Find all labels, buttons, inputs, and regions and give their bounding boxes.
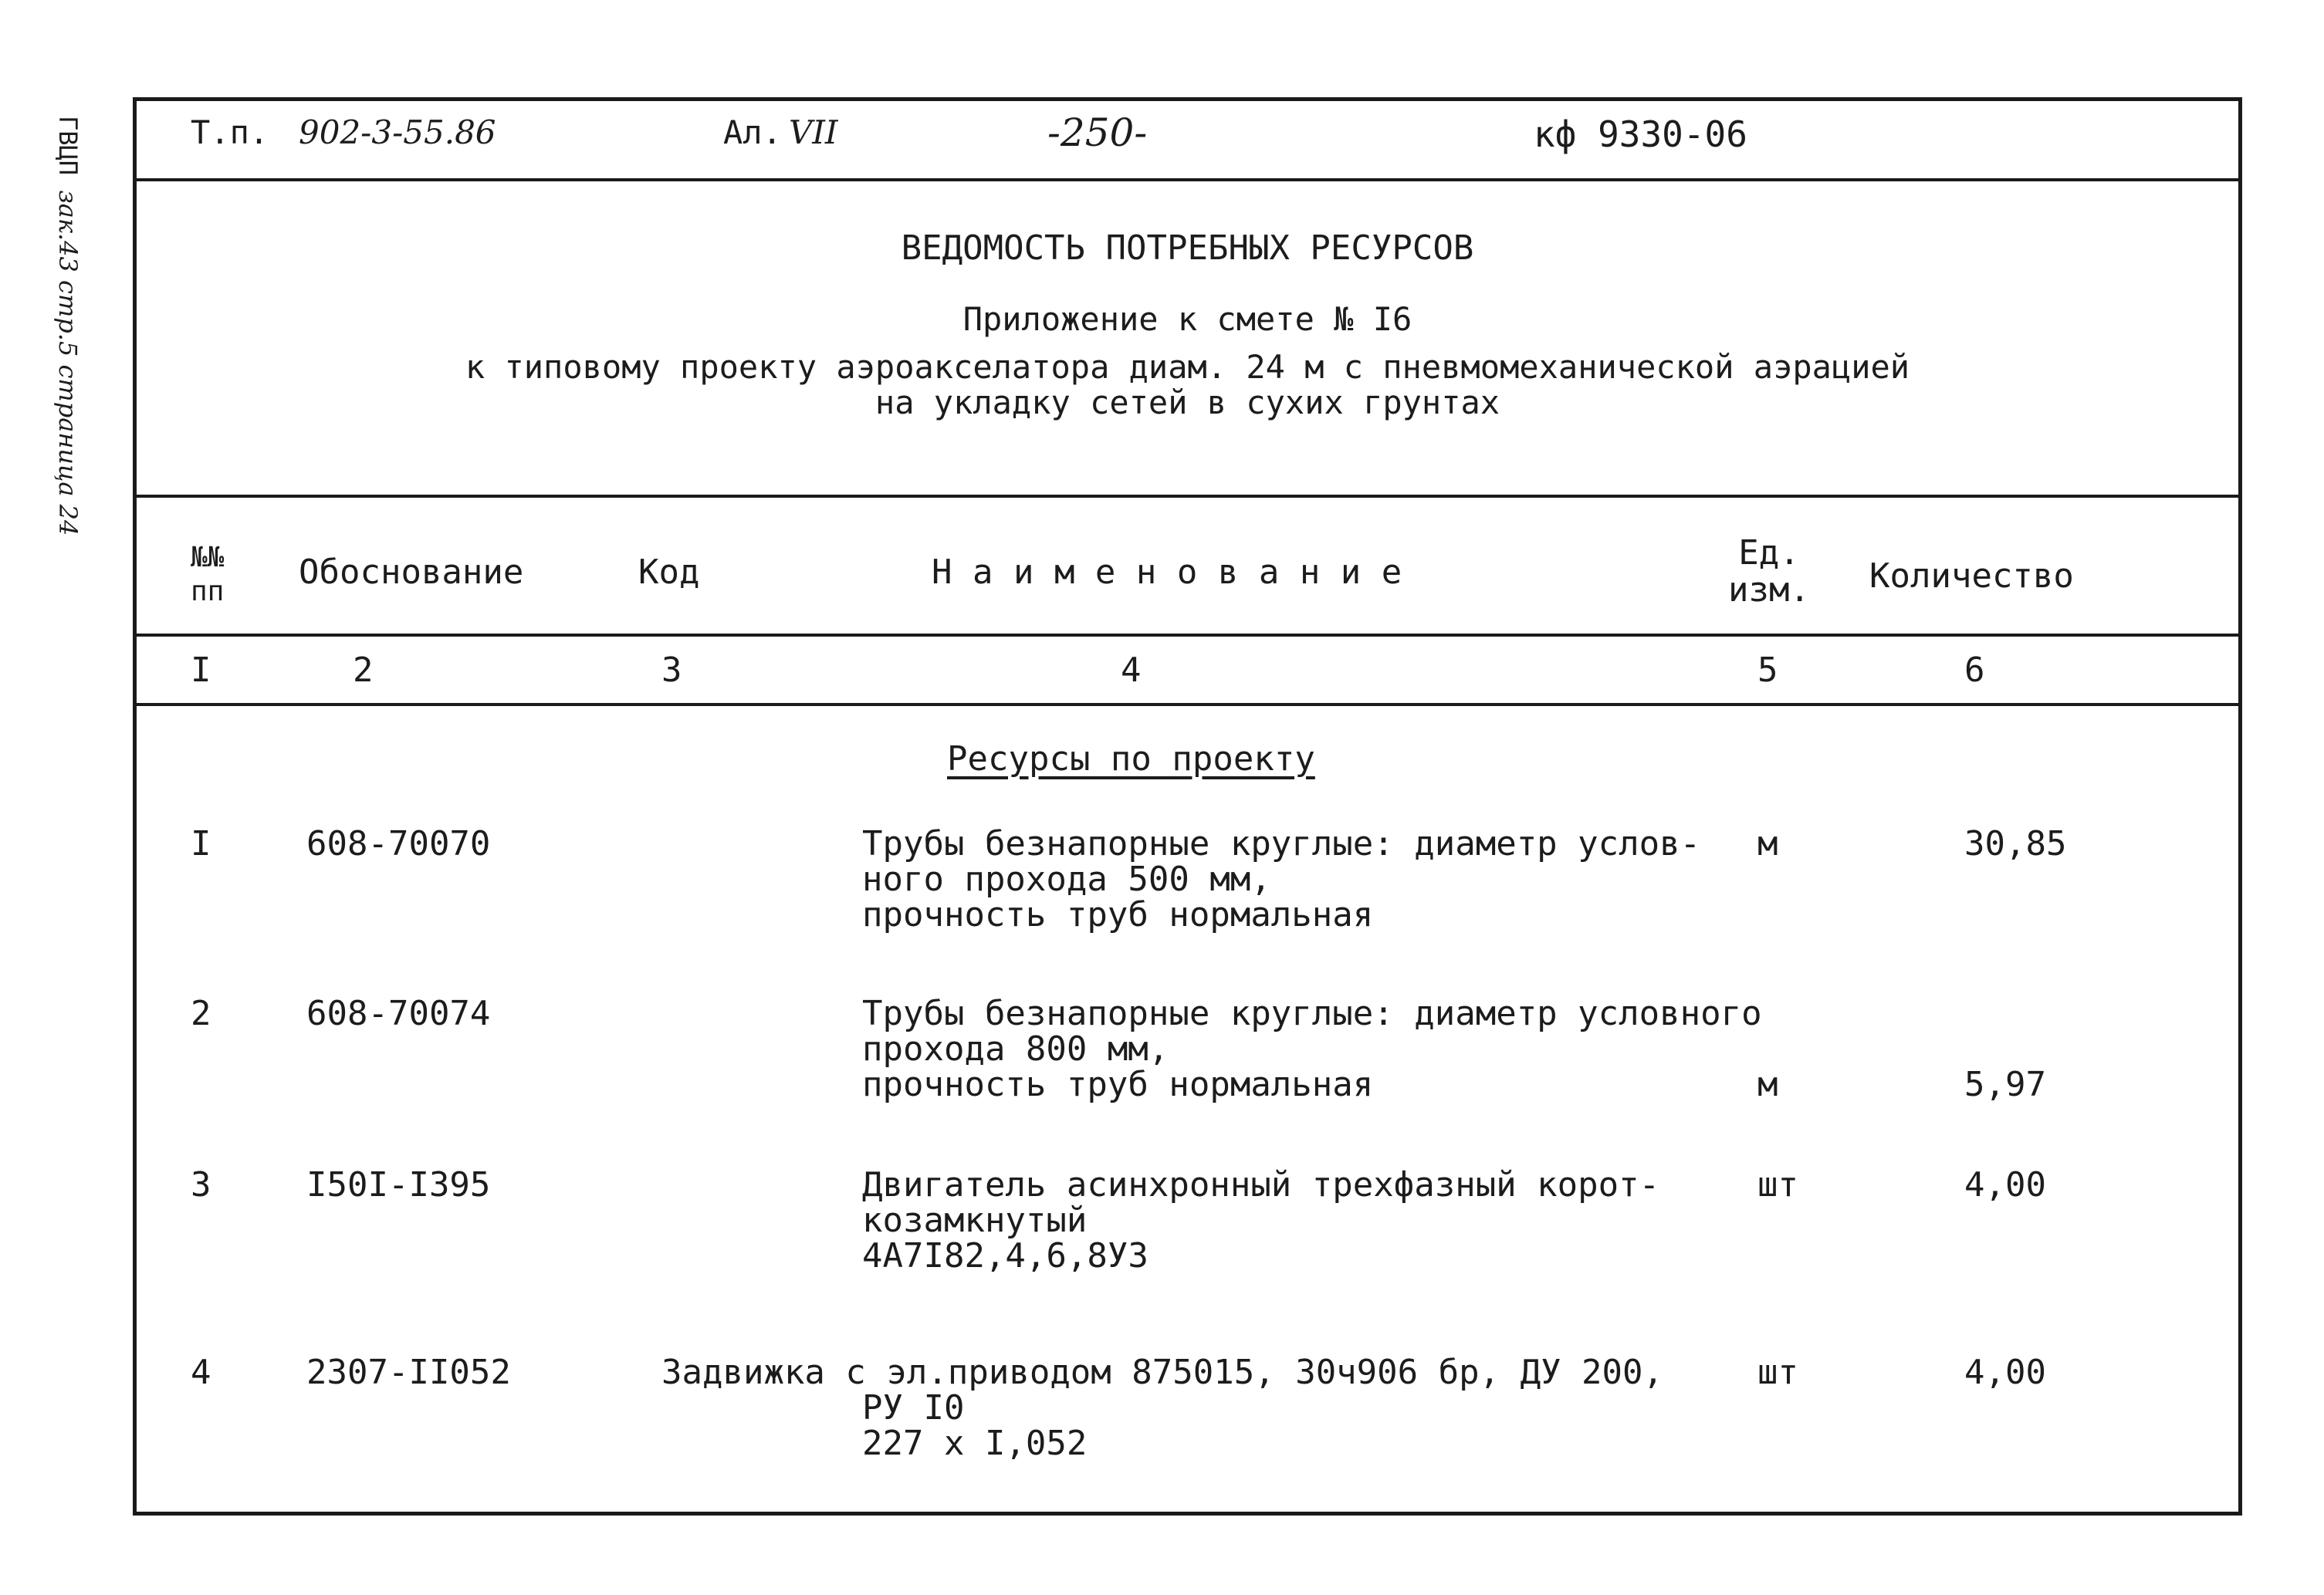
row-1-basis: 608-70070	[306, 824, 491, 863]
row-3-unit: шт	[1757, 1165, 1798, 1205]
row-4-unit: шт	[1757, 1353, 1798, 1392]
col-number-5: 5	[1757, 651, 1778, 690]
row-1-qty: 30,85	[1964, 824, 2067, 863]
row-2-name-line: прохода 800 мм,	[862, 1029, 1169, 1069]
col-number-2: 2	[353, 651, 374, 690]
col-number-4: 4	[1121, 651, 1142, 690]
appendix-subtitle: Приложение к смете № I6	[962, 300, 1412, 338]
col-qty: Количество	[1869, 556, 2074, 596]
tp-code: 902-3-55.86	[299, 113, 496, 151]
side-stamp-handwritten: зак.43 стр.5 страница 24	[53, 190, 83, 536]
col-code: Код	[638, 553, 700, 592]
col-unit	[1728, 535, 1810, 609]
section-title: Ресурсы по проекту	[947, 739, 1315, 779]
col-no-line2: пп	[191, 576, 225, 607]
tp-label: Т.п.	[191, 113, 269, 151]
side-stamp-label: ГВЦП	[53, 116, 83, 176]
row-2-basis: 608-70074	[306, 994, 491, 1033]
row-3-basis: I50I-I395	[306, 1165, 491, 1205]
row-3-no: 3	[191, 1165, 211, 1205]
row-4-name-line: РУ I0	[862, 1388, 965, 1428]
col-name: Н а и м е н о в а н и е	[932, 553, 1402, 592]
row-4-name-line: Задвижка с эл.приводом 875015, 30ч906 бр, ДУ 200,	[661, 1353, 1664, 1392]
row-2-name-line: прочность труб нормальная	[862, 1065, 1374, 1104]
page-title: ВЕДОМОСТЬ ПОТРЕБНЫХ РЕСУРСОВ	[901, 228, 1474, 268]
row-1-name	[862, 826, 1700, 933]
row-3-name-line: Двигатель асинхронный трехфазный корот-	[862, 1165, 1660, 1205]
row-1-name-line: Трубы безнапорные круглые: диаметр услов-	[862, 824, 1701, 863]
col-no-line1: №№	[191, 542, 225, 573]
page-number: -250-	[1047, 110, 1148, 155]
col-number-3: 3	[661, 651, 682, 690]
header-divider	[137, 178, 2238, 181]
row-4-no: 4	[191, 1353, 211, 1392]
row-4-name-line: 227 х I,052	[862, 1424, 1088, 1463]
row-3-name	[862, 1165, 1660, 1276]
row-1-no: I	[191, 824, 211, 863]
col-no	[191, 541, 224, 609]
row-3-qty: 4,00	[1964, 1165, 2046, 1205]
row-2-name-line: Трубы безнапорные круглые: диаметр условного	[862, 994, 1762, 1033]
row-2-unit: м	[1757, 1065, 1778, 1104]
row-2-no: 2	[191, 994, 211, 1033]
col-number-6: 6	[1964, 651, 1985, 690]
col-basis: Обоснование	[299, 553, 524, 592]
col-number-1: I	[191, 651, 211, 690]
project-line-2: на укладку сетей в сухих грунтах	[874, 384, 1500, 421]
row-2-qty: 5,97	[1964, 1065, 2046, 1104]
row-4-qty: 4,00	[1964, 1353, 2046, 1392]
column-numbers-rule	[137, 703, 2238, 706]
side-stamp	[45, 116, 91, 548]
album-label: Ал.	[723, 113, 782, 151]
row-3-name-line: козамкнутый	[862, 1201, 1088, 1240]
header-row-top-rule	[137, 634, 2238, 637]
title-divider	[137, 495, 2238, 498]
col-unit-line1: Ед.	[1738, 533, 1800, 573]
row-1-name-line: прочность труб нормальная	[862, 895, 1374, 934]
row-3-name-line: 4А7I82,4,6,8У3	[862, 1236, 1148, 1276]
album-number: VII	[789, 113, 838, 151]
document-frame	[133, 97, 2242, 1516]
row-2-name	[862, 996, 1762, 1103]
row-4-name-rest	[862, 1388, 1088, 1463]
doc-code: кф 9330-06	[1534, 113, 1747, 155]
row-1-name-line: ного прохода 500 мм,	[862, 860, 1271, 899]
row-1-unit: м	[1757, 824, 1778, 863]
project-line-1: к типовому проекту аэроакселатора диам. 24 м с пневмомеханической аэрацией	[465, 348, 1910, 386]
col-unit-line2: изм.	[1728, 570, 1810, 610]
row-4-basis: 2307-II052	[306, 1353, 511, 1392]
